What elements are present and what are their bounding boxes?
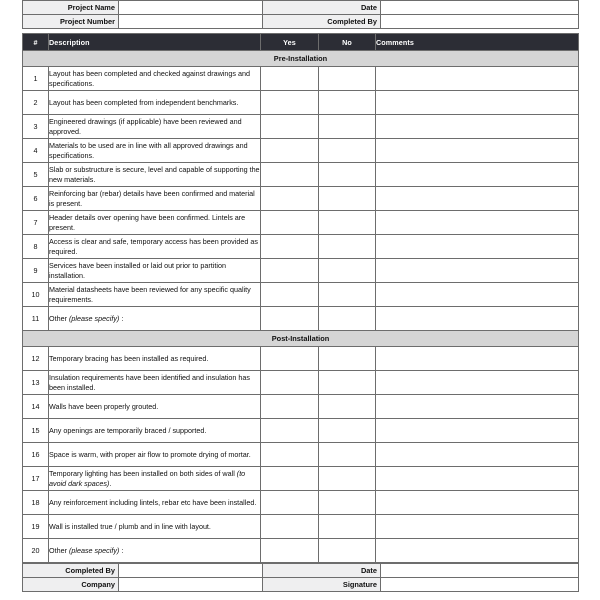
- item-comments-cell[interactable]: [376, 395, 579, 419]
- foot-label-right: Date: [263, 564, 381, 578]
- item-yes-cell[interactable]: [261, 235, 319, 259]
- item-description: Header details over opening have been confirmed. Lintels are present.: [49, 211, 261, 235]
- foot-label-left: Company: [23, 578, 119, 592]
- column-header-yes: Yes: [261, 34, 319, 51]
- item-number: 3: [23, 115, 49, 139]
- column-header-number: #: [23, 34, 49, 51]
- item-description: Wall is installed true / plumb and in line with layout.: [49, 515, 261, 539]
- item-description: Services have been installed or laid out prior to partition installation.: [49, 259, 261, 283]
- item-no-cell[interactable]: [319, 187, 376, 211]
- project-info-block: [22, 0, 578, 29]
- checklist-item-row: [23, 443, 579, 467]
- foot-row: [23, 564, 579, 578]
- column-header-comments: Comments: [376, 34, 579, 51]
- item-yes-cell[interactable]: [261, 347, 319, 371]
- checklist-item-row: [23, 91, 579, 115]
- checklist-item-row: [23, 283, 579, 307]
- item-comments-cell[interactable]: [376, 115, 579, 139]
- item-yes-cell[interactable]: [261, 515, 319, 539]
- item-number: 7: [23, 211, 49, 235]
- item-no-cell[interactable]: [319, 283, 376, 307]
- item-no-cell[interactable]: [319, 539, 376, 563]
- item-comments-cell[interactable]: [376, 235, 579, 259]
- item-description: Slab or substructure is secure, level and capable of supporting the new materials.: [49, 163, 261, 187]
- checklist-item-row: [23, 211, 579, 235]
- item-description: Layout has been completed from independent benchmarks.: [49, 91, 261, 115]
- meta-field-project-number[interactable]: [119, 15, 263, 29]
- meta-row: [23, 15, 579, 29]
- item-number: 14: [23, 395, 49, 419]
- item-no-cell[interactable]: [319, 211, 376, 235]
- item-yes-cell[interactable]: [261, 91, 319, 115]
- item-description-emphasis: (please specify): [68, 545, 120, 555]
- item-description: Reinforcing bar (rebar) details have been confirmed and material is present.: [49, 187, 261, 211]
- meta-field-date[interactable]: [381, 1, 579, 15]
- item-no-cell[interactable]: [319, 163, 376, 187]
- item-yes-cell[interactable]: [261, 419, 319, 443]
- checklist-item-row: [23, 491, 579, 515]
- item-number: 19: [23, 515, 49, 539]
- item-description: Layout has been completed and checked against drawings and specifications.: [49, 67, 261, 91]
- item-yes-cell[interactable]: [261, 371, 319, 395]
- item-no-cell[interactable]: [319, 395, 376, 419]
- foot-label-right: Signature: [263, 578, 381, 592]
- item-comments-cell[interactable]: [376, 515, 579, 539]
- foot-field-company[interactable]: [119, 578, 263, 592]
- item-no-cell[interactable]: [319, 235, 376, 259]
- item-no-cell[interactable]: [319, 67, 376, 91]
- item-description: Engineered drawings (if applicable) have been reviewed and approved.: [49, 115, 261, 139]
- foot-field-signature[interactable]: [381, 578, 579, 592]
- item-comments-cell[interactable]: [376, 371, 579, 395]
- item-comments-cell[interactable]: [376, 211, 579, 235]
- signoff-table: [22, 563, 579, 592]
- item-comments-cell[interactable]: [376, 443, 579, 467]
- item-yes-cell[interactable]: [261, 115, 319, 139]
- item-description: Any openings are temporarily braced / supported.: [49, 419, 261, 443]
- item-no-cell[interactable]: [319, 419, 376, 443]
- item-no-cell[interactable]: [319, 443, 376, 467]
- item-comments-cell[interactable]: [376, 259, 579, 283]
- item-no-cell[interactable]: [319, 491, 376, 515]
- item-number: 17: [23, 467, 49, 491]
- item-no-cell[interactable]: [319, 515, 376, 539]
- item-yes-cell[interactable]: [261, 163, 319, 187]
- item-number: 10: [23, 283, 49, 307]
- item-no-cell[interactable]: [319, 467, 376, 491]
- item-yes-cell[interactable]: [261, 187, 319, 211]
- checklist-item-row: [23, 347, 579, 371]
- meta-field-completed-by[interactable]: [381, 15, 579, 29]
- item-description: Material datasheets have been reviewed for any specific quality requirements.: [49, 283, 261, 307]
- checklist-item-row: [23, 163, 579, 187]
- section-title: Pre-Installation: [23, 51, 579, 67]
- item-comments-cell[interactable]: [376, 419, 579, 443]
- foot-field-completed-by[interactable]: [119, 564, 263, 578]
- item-yes-cell[interactable]: [261, 443, 319, 467]
- meta-row: [23, 1, 579, 15]
- item-yes-cell[interactable]: [261, 67, 319, 91]
- foot-field-date[interactable]: [381, 564, 579, 578]
- item-description-emphasis: (to avoid dark spaces): [49, 468, 246, 488]
- checklist-item-row: [23, 139, 579, 163]
- item-comments-cell[interactable]: [376, 139, 579, 163]
- meta-field-project-name[interactable]: [119, 1, 263, 15]
- meta-label-left: Project Name: [23, 1, 119, 15]
- item-number: 6: [23, 187, 49, 211]
- section-header-row: [23, 51, 579, 67]
- checklist-item-row: [23, 395, 579, 419]
- item-description: Walls have been properly grouted.: [49, 395, 261, 419]
- item-yes-cell[interactable]: [261, 211, 319, 235]
- checklist-block: [22, 33, 578, 563]
- item-comments-cell[interactable]: [376, 91, 579, 115]
- item-yes-cell[interactable]: [261, 395, 319, 419]
- item-no-cell[interactable]: [319, 91, 376, 115]
- item-yes-cell[interactable]: [261, 491, 319, 515]
- item-yes-cell[interactable]: [261, 139, 319, 163]
- item-no-cell[interactable]: [319, 139, 376, 163]
- item-number: 5: [23, 163, 49, 187]
- item-comments-cell[interactable]: [376, 347, 579, 371]
- item-description: Insulation requirements have been identified and insulation has been installed.: [49, 371, 261, 395]
- checklist-item-row: [23, 307, 579, 331]
- checklist-item-row: [23, 467, 579, 491]
- item-comments-cell[interactable]: [376, 491, 579, 515]
- item-number: 4: [23, 139, 49, 163]
- checklist-item-row: [23, 539, 579, 563]
- item-no-cell[interactable]: [319, 115, 376, 139]
- item-description: Materials to be used are in line with all approved drawings and specifications.: [49, 139, 261, 163]
- item-description: Any reinforcement including lintels, rebar etc have been installed.: [49, 491, 261, 515]
- item-number: 13: [23, 371, 49, 395]
- signoff-block: [22, 563, 578, 592]
- column-header-no: No: [319, 34, 376, 51]
- item-description: Access is clear and safe, temporary access has been provided as required.: [49, 235, 261, 259]
- item-comments-cell[interactable]: [376, 307, 579, 331]
- header-row: [23, 34, 579, 51]
- meta-label-right: Date: [263, 1, 381, 15]
- foot-label-left: Completed By: [23, 564, 119, 578]
- item-comments-cell[interactable]: [376, 467, 579, 491]
- item-no-cell[interactable]: [319, 371, 376, 395]
- item-number: 9: [23, 259, 49, 283]
- checklist-item-row: [23, 419, 579, 443]
- item-no-cell[interactable]: [319, 307, 376, 331]
- item-number: 20: [23, 539, 49, 563]
- item-comments-cell[interactable]: [376, 283, 579, 307]
- checklist-item-row: [23, 515, 579, 539]
- item-number: 12: [23, 347, 49, 371]
- checklist-item-row: [23, 235, 579, 259]
- section-title: Post-Installation: [23, 331, 579, 347]
- checklist-table-header: [23, 34, 579, 51]
- item-comments-cell[interactable]: [376, 67, 579, 91]
- item-number: 18: [23, 491, 49, 515]
- section-header-row: [23, 331, 579, 347]
- item-yes-cell[interactable]: [261, 467, 319, 491]
- item-description: Temporary lighting has been installed on both sides of wall (to avoid dark spaces).: [49, 467, 261, 491]
- meta-label-left: Project Number: [23, 15, 119, 29]
- column-header-description: Description: [49, 34, 261, 51]
- item-number: 8: [23, 235, 49, 259]
- item-number: 2: [23, 91, 49, 115]
- item-description: Other (please specify) :: [49, 307, 261, 331]
- item-yes-cell[interactable]: [261, 259, 319, 283]
- item-comments-cell[interactable]: [376, 187, 579, 211]
- checklist-item-row: [23, 67, 579, 91]
- item-number: 15: [23, 419, 49, 443]
- item-description: Other (please specify) :: [49, 539, 261, 563]
- item-comments-cell[interactable]: [376, 539, 579, 563]
- item-no-cell[interactable]: [319, 347, 376, 371]
- item-description-emphasis: (please specify): [68, 313, 120, 323]
- meta-label-right: Completed By: [263, 15, 381, 29]
- checklist-item-row: [23, 187, 579, 211]
- item-number: 11: [23, 307, 49, 331]
- item-number: 1: [23, 67, 49, 91]
- checklist-table: [22, 33, 579, 563]
- item-number: 16: [23, 443, 49, 467]
- item-description: Space is warm, with proper air flow to promote drying of mortar.: [49, 443, 261, 467]
- checklist-item-row: [23, 115, 579, 139]
- item-comments-cell[interactable]: [376, 163, 579, 187]
- item-no-cell[interactable]: [319, 259, 376, 283]
- foot-row: [23, 578, 579, 592]
- item-yes-cell[interactable]: [261, 283, 319, 307]
- item-description: Temporary bracing has been installed as required.: [49, 347, 261, 371]
- item-yes-cell[interactable]: [261, 307, 319, 331]
- checklist-item-row: [23, 259, 579, 283]
- checklist-item-row: [23, 371, 579, 395]
- project-info-table: [22, 0, 579, 29]
- item-yes-cell[interactable]: [261, 539, 319, 563]
